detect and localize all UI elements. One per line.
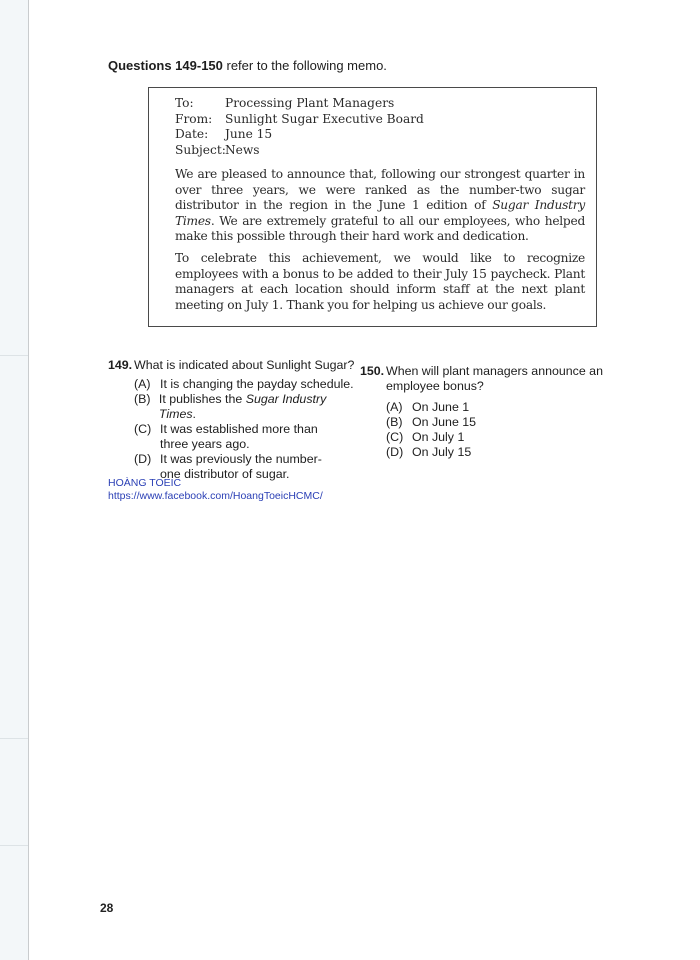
memo-box <box>148 87 597 327</box>
option-c[interactable] <box>386 430 620 445</box>
option-text: On June 1 <box>412 400 470 414</box>
header-key: To: <box>175 96 194 110</box>
intro-text: refer to the following memo. <box>222 58 387 73</box>
option-label: (D) <box>386 445 404 459</box>
header-key: Date: <box>175 127 209 141</box>
option-text: On June 15 <box>412 415 477 429</box>
questions-intro <box>108 58 387 73</box>
memo-header <box>175 96 424 158</box>
option-text: It is changing the payday schedule. <box>160 377 354 391</box>
option-d[interactable] <box>386 445 620 460</box>
memo-paragraph-2: To celebrate this achievement, we would like to recognize employees with a bonus to be added to their July 15 paycheck. Plant managers at each location should inform staff at the next plant meeting on July 1. Thank you for helping us achieve our goals. <box>175 251 585 312</box>
question-150 <box>360 364 620 460</box>
option-label: (A) <box>134 377 151 391</box>
text: . We are extremely grateful to all our employees, who helped make this possible through their hard work and dedication. <box>175 213 585 243</box>
option-text: It was established more than three years ago. <box>160 422 318 451</box>
option-label: (B) <box>386 415 403 429</box>
option-label: (A) <box>386 400 403 414</box>
watermark <box>108 477 323 503</box>
option-c[interactable] <box>134 422 358 452</box>
memo-to <box>175 96 424 112</box>
text: . <box>192 407 196 421</box>
option-text: On July 1 <box>412 430 465 444</box>
publication-title: Sugar Industry Times <box>175 198 585 228</box>
header-value: Processing Plant Managers <box>225 96 395 110</box>
text: It publishes the <box>158 392 246 406</box>
question-number: 150. <box>360 364 385 378</box>
header-value: June 15 <box>225 127 273 141</box>
page-edge <box>0 0 29 960</box>
divider <box>0 845 28 846</box>
option-label: (C) <box>386 430 404 444</box>
memo-from <box>175 112 424 128</box>
watermark-name: HOÀNG TOEIC <box>108 477 182 489</box>
option-b[interactable] <box>386 415 620 430</box>
question-149 <box>108 358 358 482</box>
option-text <box>159 392 358 422</box>
memo-date <box>175 127 424 143</box>
questions-range: Questions 149-150 <box>108 58 223 73</box>
option-text: It was previously the number-one distributor of sugar. <box>160 452 322 481</box>
memo-paragraph-1 <box>175 167 585 245</box>
question-text: What is indicated about Sunlight Sugar? <box>134 358 355 372</box>
header-value: Sunlight Sugar Executive Board <box>225 111 424 126</box>
header-key: Subject: <box>175 142 226 157</box>
header-value: News <box>225 142 260 157</box>
option-label: (D) <box>134 452 152 466</box>
option-text: On July 15 <box>412 445 472 459</box>
publication-title: Sugar Industry Times <box>158 392 327 421</box>
divider <box>0 738 28 739</box>
question-number: 149. <box>108 358 133 372</box>
memo-subject <box>175 143 424 159</box>
header-key: From: <box>175 111 213 126</box>
option-label: (B) <box>134 392 151 406</box>
watermark-link[interactable]: https://www.facebook.com/HoangToeicHCMC/ <box>108 490 323 502</box>
option-b[interactable] <box>134 392 358 422</box>
question-text: When will plant managers announce an employee bonus? <box>386 364 603 393</box>
divider <box>0 355 28 356</box>
page-number: 28 <box>100 901 114 915</box>
text: We are pleased to announce that, following our strongest quarter in over three years, we were ranked as the number-two sugar distributor in the region in the June 1 edition of <box>175 167 585 212</box>
option-a[interactable] <box>386 400 620 415</box>
option-label: (C) <box>134 422 152 436</box>
option-a[interactable] <box>134 377 358 392</box>
